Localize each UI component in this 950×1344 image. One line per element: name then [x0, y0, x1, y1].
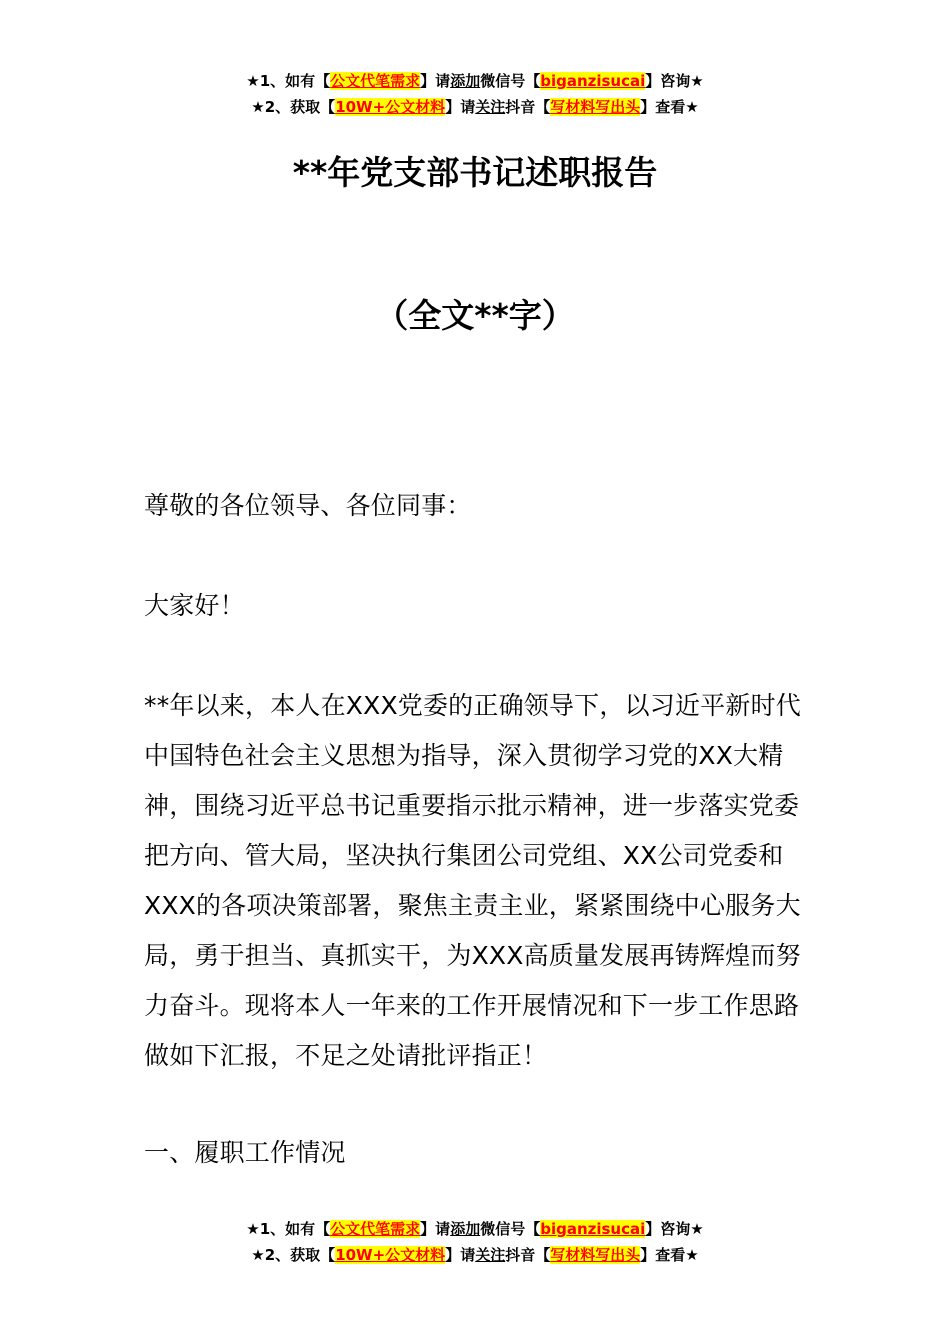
- banner-text: ★2、获取【: [251, 1246, 336, 1264]
- banner-text: ★1、如有【: [246, 72, 331, 90]
- banner-text: ★1、如有【: [246, 1220, 331, 1238]
- banner-line-1: [0, 1216, 950, 1242]
- banner-text: 抖音【: [505, 98, 551, 116]
- banner-text: 】请: [420, 1220, 451, 1238]
- banner-text: 】查看★: [640, 1246, 699, 1264]
- banner-highlight: 公文代笔需求: [330, 1220, 421, 1238]
- greeting: 大家好！: [144, 591, 245, 620]
- banner-text: 微信号【: [480, 72, 541, 90]
- section-heading: 一、履职工作情况: [144, 1138, 346, 1167]
- banner-underline: 添加: [450, 72, 481, 90]
- document-subtitle: （全文**字）: [375, 296, 575, 335]
- footer-banner: [0, 1216, 950, 1268]
- banner-underline: 添加: [450, 1220, 481, 1238]
- document-title: **年党支部书记述职报告: [292, 153, 658, 192]
- banner-underline: 关注: [475, 1246, 506, 1264]
- banner-line-2: [0, 94, 950, 120]
- banner-text: 】查看★: [640, 98, 699, 116]
- banner-underline: 关注: [475, 98, 506, 116]
- header-banner: [0, 68, 950, 120]
- banner-highlight: 写材料写出头: [550, 1246, 641, 1264]
- salutation: 尊敬的各位领导、各位同事：: [144, 491, 472, 520]
- banner-highlight: 写材料写出头: [550, 98, 641, 116]
- banner-highlight: biganzisucai: [540, 1220, 646, 1238]
- banner-text: 】咨询★: [645, 72, 704, 90]
- banner-text: 抖音【: [505, 1246, 551, 1264]
- banner-highlight: 10W+公文材料: [335, 1246, 446, 1264]
- body-paragraph: **年以来，本人在XXX党委的正确领导下，以习近平新时代中国特色社会主义思想为指导，深入贯彻学习党的XX大精神，围绕习近平总书记重要指示批示精神，进一步落实党委把方向、管大局，坚决执行集团公司党组、XX公司党委和XXX的各项决策部署，聚焦主责主业，紧紧围绕中心服务大局，勇于担当、真抓实干，为XXX高质量发展再铸辉煌而努力奋斗。现将本人一年来的工作开展情况和下一步工作思路做如下汇报，不足之处请批评指正！: [144, 691, 801, 1070]
- banner-text: 微信号【: [480, 1220, 541, 1238]
- banner-text: 】请: [445, 1246, 476, 1264]
- banner-highlight: 10W+公文材料: [335, 98, 446, 116]
- banner-text: 】请: [445, 98, 476, 116]
- banner-text: 】咨询★: [645, 1220, 704, 1238]
- banner-text: 】请: [420, 72, 451, 90]
- banner-line-2: [0, 1242, 950, 1268]
- banner-highlight: biganzisucai: [540, 72, 646, 90]
- banner-highlight: 公文代笔需求: [330, 72, 421, 90]
- banner-text: ★2、获取【: [251, 98, 336, 116]
- banner-line-1: [0, 68, 950, 94]
